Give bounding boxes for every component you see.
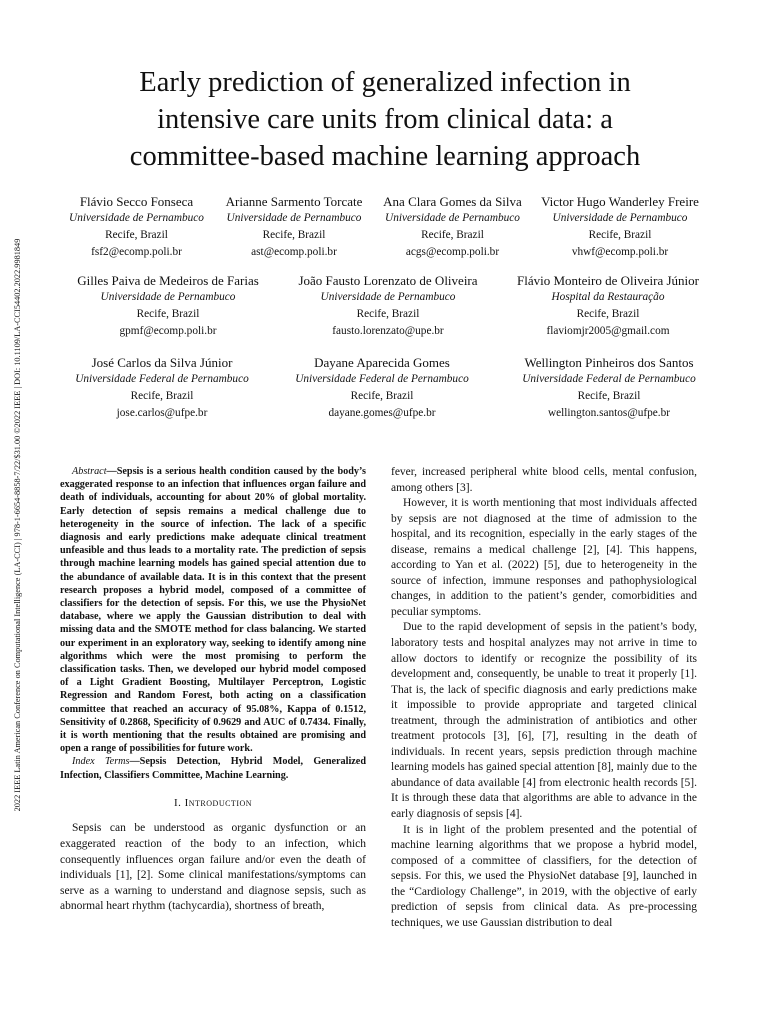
author-row-2 bbox=[58, 272, 718, 340]
author-city: Recife, Brazil bbox=[356, 308, 420, 320]
author-affiliation: Universidade de Pernambuco bbox=[100, 291, 236, 303]
author-name: José Carlos da Silva Júnior bbox=[91, 355, 233, 370]
copyright-text: 2022 IEEE Latin American Conference on Computational Intelligence (LA-CCI) | 978-1-6654-8858-7/22/$31.00 ©2022 IEEE | DOI: 10.1109/LA-CCI54402.2022.9981849 bbox=[13, 238, 22, 812]
author-name: Flávio Monteiro de Oliveira Júnior bbox=[517, 273, 699, 288]
author-email: dayane.gomes@ufpe.br bbox=[328, 407, 436, 419]
author-affiliation: Universidade Federal de Pernambuco bbox=[75, 373, 249, 385]
author-name: Arianne Sarmento Torcate bbox=[225, 194, 363, 209]
author-name: Dayane Aparecida Gomes bbox=[314, 355, 450, 370]
paper-title: Early prediction of generalized infection in intensive care units from clinical data: a committee-based machine learning approach bbox=[129, 67, 641, 172]
author-city: Recife, Brazil bbox=[350, 390, 414, 402]
author-affiliation: Universidade Federal de Pernambuco bbox=[522, 373, 696, 385]
author-block bbox=[532, 193, 708, 261]
author-affiliation: Universidade de Pernambuco bbox=[385, 212, 520, 224]
author-name: Gilles Paiva de Medeiros de Farias bbox=[77, 273, 259, 288]
author-block bbox=[278, 272, 498, 340]
index-terms-lead: Index Terms bbox=[72, 756, 130, 768]
author-city: Recife, Brazil bbox=[136, 308, 200, 320]
author-block bbox=[58, 272, 278, 340]
abstract-text: —Sepsis is a serious health condition caused by the body’s exaggerated response to an infection that influences organ failure and death of individuals, accounting for about 20% of global mortality. Early detection of sepsis remains a medical challenge due to heterogeneity in the source of infection. The lack of a specific diagnosis and early predictions make adequate clinical treatment unfeasible and thus leads to a mortality rate. The prediction of sepsis through machine learning models has gained special attention due to the abundance of available data. It is in this context that the present research proposes a hybrid model, composed of a committee of classifiers for the detection of sepsis. For this, we use the PhysioNet database, where we apply the Gaussian distribution to deal with missing data and the SMOTE method for class balancing. We started our experiment in an exploratory way, seeking to identify among nine algorithms which were the most promising to perform the classification tasks. Then, we developed our hybrid model composed of a Light Gradient Boosting, Multilayer Perceptron, Logistic Regression and Random Forest, both acting on a classification committee that reached an accuracy of 95.08%, Kappa of 0.1512, Sensitivity of 0.2868, Specificity of 0.9629 and AUC of 0.7434. Finally, it is worth mentioning that the results obtained are promising and open a range of possibilities for future work. bbox=[60, 466, 366, 755]
author-row-1 bbox=[58, 193, 718, 261]
author-email: jose.carlos@ufpe.br bbox=[116, 407, 208, 419]
body-paragraph: Sepsis can be understood as organic dysfunction or an exaggerated reaction of the body to an infection, which consequently influences organ failure and/or even the death of individuals [1], [2]. Some clinical manifestations/symptoms can serve as a warning to understand and diagnose sepsis, such as abnormal heart rhythm (tachycardia), shortness of breath, bbox=[60, 822, 366, 913]
author-affiliation: Universidade de Pernambuco bbox=[320, 291, 456, 303]
author-email: ast@ecomp.poli.br bbox=[251, 246, 337, 258]
author-city: Recife, Brazil bbox=[421, 229, 484, 241]
author-block bbox=[495, 354, 723, 422]
author-email: flaviomjr2005@gmail.com bbox=[546, 325, 670, 337]
body-paragraph: It is in light of the problem presented and the potential of machine learning algorithms that we propose a hybrid model, composed of a committee of classifiers, for the detection of sepsis. For this, we used the PhysioNet database [9], launched in the “Cardiology Challenge”, in 2019, with the objective of early prediction of sepsis from clinical data. As pre-processing techniques, we use Gaussian distribution to deal bbox=[391, 823, 697, 929]
author-city: Recife, Brazil bbox=[262, 229, 326, 241]
author-affiliation: Universidade de Pernambuco bbox=[226, 212, 362, 224]
author-email: fausto.lorenzato@upe.br bbox=[332, 325, 444, 337]
author-affiliation: Universidade de Pernambuco bbox=[552, 212, 688, 224]
left-column bbox=[60, 465, 366, 915]
body-paragraph: Due to the rapid development of sepsis in the patient’s body, laboratory tests and hospital analyzes may not arrive in time to allow doctors to identify or recognize the possibility of its development and, consequently, be unable to treat it properly [1]. That is, the lack of specific diagnosis and early predictions make it impossible to provide appropriate and targeted clinical treatment, through the administration of antibiotics and other treatment protocols [3], [6], [7], resulting in the death of individuals. In recent years, sepsis prediction through machine learning models has gained special attention [8], mainly due to the abundance of data available [4] from electronic health records [5]. It is through these data that algorithms are able to advance in the early diagnosis of sepsis [4]. bbox=[391, 621, 697, 821]
body-paragraph: fever, increased peripheral white blood cells, mental confusion, among others [3]. bbox=[391, 466, 697, 494]
author-affiliation: Universidade de Pernambuco bbox=[69, 212, 204, 224]
author-block bbox=[55, 354, 269, 422]
index-terms bbox=[60, 755, 366, 781]
author-email: fsf2@ecomp.poli.br bbox=[91, 246, 182, 258]
author-name: João Fausto Lorenzato de Oliveira bbox=[298, 273, 478, 288]
author-email: acgs@ecomp.poli.br bbox=[405, 246, 500, 258]
body-paragraph: However, it is worth mentioning that most individuals affected by sepsis are not diagnosed at the time of admission to the hospital, and its recognition, especially in the early stages of the disease, remains a medical challenge [2], [4]. This happens, according to Yan et al. (2022) [5], due to heterogeneity in the source of infection, immune responses and pathophysiological changes, in addition to the patient’s gender, comorbidities and peculiar symptoms. bbox=[391, 497, 697, 618]
author-block bbox=[58, 193, 215, 261]
author-affiliation: Universidade Federal de Pernambuco bbox=[295, 373, 469, 385]
author-city: Recife, Brazil bbox=[105, 229, 168, 241]
author-block bbox=[498, 272, 718, 340]
author-city: Recife, Brazil bbox=[576, 308, 640, 320]
copyright-sidebar bbox=[8, 155, 24, 895]
author-row-3 bbox=[55, 354, 723, 422]
author-email: vhwf@ecomp.poli.br bbox=[571, 246, 669, 258]
abstract-lead: Abstract bbox=[72, 466, 107, 477]
author-name: Wellington Pinheiros dos Santos bbox=[524, 355, 694, 370]
author-city: Recife, Brazil bbox=[588, 229, 652, 241]
author-block bbox=[269, 354, 495, 422]
abstract bbox=[60, 465, 366, 755]
author-city: Recife, Brazil bbox=[577, 390, 641, 402]
section-heading: I. Introduction bbox=[173, 796, 253, 809]
author-name: Ana Clara Gomes da Silva bbox=[383, 194, 522, 209]
index-terms-text: —Sepsis Detection, Hybrid Model, Generalized Infection, Classifiers Committee, Machine Learning. bbox=[60, 756, 366, 781]
author-email: gpmf@ecomp.poli.br bbox=[119, 325, 217, 337]
author-affiliation: Hospital da Restauração bbox=[551, 291, 665, 303]
author-block bbox=[373, 193, 532, 261]
author-name: Flávio Secco Fonseca bbox=[79, 194, 194, 209]
right-column bbox=[391, 465, 697, 931]
author-city: Recife, Brazil bbox=[130, 390, 194, 402]
author-block bbox=[215, 193, 373, 261]
author-email: wellington.santos@ufpe.br bbox=[547, 407, 671, 419]
author-name: Victor Hugo Wanderley Freire bbox=[541, 194, 699, 209]
